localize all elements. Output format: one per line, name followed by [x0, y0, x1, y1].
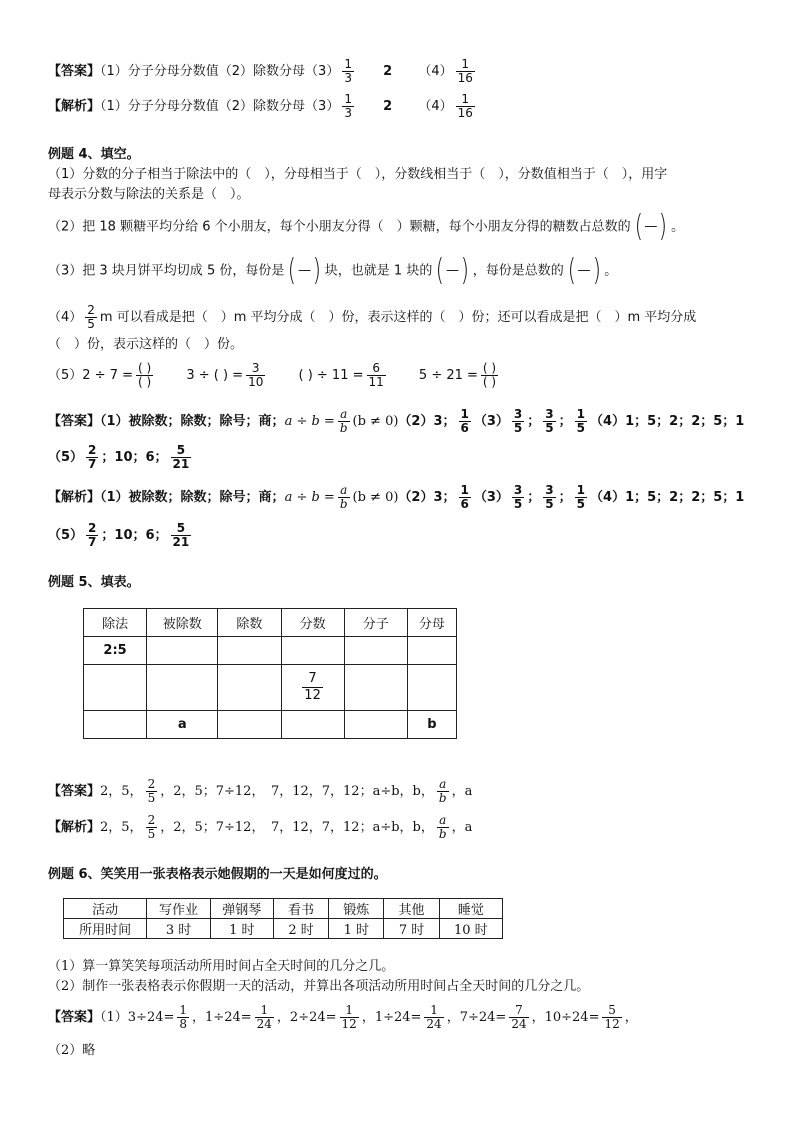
ex4-analysis-line2 [48, 522, 194, 549]
table-cell: 10 时 [439, 919, 502, 939]
answer-label: 【答案】 [48, 414, 101, 429]
separator: ； [527, 490, 541, 505]
answer-text: （5） [48, 450, 84, 465]
q5-expr-2: 3 ÷ ( ) = [186, 368, 244, 383]
table-cell[interactable] [84, 711, 147, 739]
table-cell: 1 时 [210, 919, 273, 939]
ex4-q5 [48, 362, 501, 389]
fraction: $\frac{1}{24}$ [256, 1003, 272, 1031]
fraction: $\frac{3}{5}$ [545, 407, 554, 435]
table-row [84, 665, 457, 711]
example-4-title: 例题 4、填空。 [48, 147, 140, 162]
table-cell[interactable] [84, 665, 147, 711]
analysis-text: （1）被除数；除数；除号；商； [100, 490, 285, 505]
analysis-text: ，2，5；7÷12， 7，12，7，12；a÷b，b， [160, 820, 434, 835]
q2-text: （2）把 18 颗糖平均分给 6 个小朋友，每个小朋友分得（ ）颗糖，每个小朋友分得的糖数占总数的 [48, 219, 631, 235]
table-header-row [84, 609, 457, 637]
fraction: $\frac{1}{12}$ [341, 1003, 357, 1031]
analysis-text: ，a [451, 820, 473, 835]
fraction: $\frac{1}{6}$ [460, 483, 469, 511]
fraction: $\frac{a}{b}$ [339, 483, 348, 511]
fraction: $\frac{( )}{( )}$ [138, 361, 152, 389]
answer-text: ，2，5；7÷12， 7，12，7，12；a÷b，b， [160, 784, 434, 799]
answer-text: ，1÷24= [192, 1010, 252, 1025]
table-cell: a [147, 711, 218, 739]
table-cell: 看书 [273, 899, 328, 919]
ex4-q2 [48, 209, 685, 244]
fraction: $\frac{2}{5}$ [87, 303, 95, 331]
fraction: $\frac{7}{12}$ [304, 671, 321, 703]
fraction: $\frac{1}{3}$ [344, 92, 352, 120]
division-table [83, 608, 457, 739]
answer-label: 【答案】 [48, 1010, 101, 1025]
fraction: $\frac{1}{16}$ [457, 57, 473, 85]
table-cell[interactable] [281, 637, 344, 665]
table-cell: b [407, 711, 456, 739]
fraction: $\frac{3}{5}$ [545, 483, 554, 511]
ex4-answer-line1 [48, 408, 744, 435]
table-cell: 1 时 [329, 919, 384, 939]
table-cell[interactable] [281, 711, 344, 739]
formula: a ÷ b = [284, 490, 335, 505]
blank-fraction: ( — ) [288, 253, 322, 288]
table-cell: 2:5 [84, 637, 147, 665]
fraction: $\frac{2}{5}$ [147, 777, 156, 805]
condition: (b ≠ 0) [352, 414, 399, 429]
table-cell: 其他 [384, 899, 439, 919]
answer-text: （2）3； [398, 414, 456, 429]
analysis-text: （2）3； [398, 490, 456, 505]
answer-text: ，a [451, 784, 473, 799]
table-cell: 写作业 [147, 899, 210, 919]
table-cell: 锻炼 [329, 899, 384, 919]
fraction: $\frac{1}{16}$ [457, 92, 473, 120]
table-cell [281, 665, 344, 711]
answer-text: （1）3÷24= [100, 1010, 175, 1025]
top-analysis-line [48, 93, 478, 120]
ex4-answer-line2 [48, 444, 194, 471]
fraction: $\frac{1}{5}$ [576, 407, 586, 435]
analysis-label: 【解析】 [48, 99, 101, 114]
analysis-text: （4）1；5；2；2；5；1 [590, 490, 745, 505]
blank-fraction: ( — ) [567, 253, 601, 288]
q4-text: m 可以看成是把（ ）m 平均分成（ ）份，表示这样的（ ）份；还可以看成是把（ ）m 平均分成 [99, 310, 697, 325]
q4-prefix: （4） [48, 310, 83, 325]
header-cell: 分母 [407, 609, 456, 637]
activity-table [63, 898, 503, 939]
table-cell[interactable] [407, 665, 456, 711]
fraction: $\frac{1}{8}$ [179, 1003, 188, 1031]
q3-text-c: ，每份是总数的 [472, 263, 564, 279]
header-cell: 分子 [344, 609, 407, 637]
table-cell: 3 时 [147, 919, 210, 939]
q5-expr-4: 5 ÷ 21 = [418, 368, 478, 383]
table-cell: 所用时间 [64, 919, 147, 939]
top-answer-line [48, 58, 478, 85]
fraction: $\frac{a}{b}$ [438, 813, 447, 841]
ex6-answer [48, 1004, 638, 1031]
answer-label: 【答案】 [48, 784, 101, 799]
example-6-title: 例题 6、笑笑用一张表格表示她假期的一天是如何度过的。 [48, 867, 387, 882]
separator: ； [558, 414, 572, 429]
answer-text: （4） [418, 64, 453, 79]
answer-text: ，1÷24= [361, 1010, 422, 1025]
table-row [84, 637, 457, 665]
analysis-text: 2，5， [100, 820, 143, 835]
separator: ； [527, 414, 541, 429]
q3-text-b: 块，也就是 1 块的 [324, 263, 433, 279]
analysis-text: （5） [48, 528, 84, 543]
ex4-q1-line1: （1）分数的分子相当于除法中的（ ），分母相当于（ ），分数线相当于（ ），分数值相当于（ ），用字 [48, 167, 668, 182]
table-cell: 活动 [64, 899, 147, 919]
ex4-q4-line2: （ ）份，表示这样的（ ）份。 [48, 337, 244, 352]
fraction: $\frac{5}{21}$ [172, 443, 190, 471]
fraction: $\frac{1}{5}$ [576, 483, 586, 511]
answer-text: ，7÷24= [446, 1010, 507, 1025]
table-cell[interactable] [407, 637, 456, 665]
q3-text-a: （3）把 3 块月饼平均切成 5 份，每份是 [48, 263, 285, 279]
ex6-answer-2: （2）略 [48, 1043, 96, 1058]
answer-value: 2 [383, 64, 393, 79]
table-cell: 弹钢琴 [210, 899, 273, 919]
header-cell: 除法 [84, 609, 147, 637]
table-cell[interactable] [344, 711, 407, 739]
ex4-analysis-line1 [48, 484, 744, 511]
header-cell: 分数 [281, 609, 344, 637]
fraction: $\frac{3}{5}$ [513, 483, 523, 511]
fraction: $\frac{7}{24}$ [511, 1003, 527, 1031]
q5-prefix: （5） [48, 368, 83, 383]
time-row [64, 919, 503, 939]
table-cell[interactable] [218, 665, 281, 711]
q5-expr-3: ( ) ÷ 11 = [298, 368, 364, 383]
blank-fraction: ( — ) [634, 209, 668, 244]
q2-end: 。 [671, 219, 685, 235]
table-cell: 睡觉 [439, 899, 502, 919]
fraction: $\frac{1}{3}$ [344, 57, 352, 85]
answer-text: （1）被除数；除数；除号；商； [100, 414, 285, 429]
ex6-q1: （1）算一算笑笑每项活动所用时间占全天时间的几分之几。 [48, 959, 395, 974]
fraction: $\frac{1}{24}$ [426, 1003, 442, 1031]
fraction: $\frac{a}{b}$ [339, 407, 348, 435]
fraction: $\frac{a}{b}$ [438, 777, 447, 805]
table-cell[interactable] [344, 637, 407, 665]
answer-text: ；10；6； [101, 450, 168, 465]
fraction: $\frac{2}{5}$ [147, 813, 156, 841]
table-cell[interactable] [218, 637, 281, 665]
table-cell[interactable] [147, 637, 218, 665]
blank-fraction: ( — ) [436, 253, 470, 288]
q3-end: 。 [604, 263, 618, 279]
table-cell: 2 时 [273, 919, 328, 939]
header-cell: 除数 [218, 609, 281, 637]
ex4-q3 [48, 253, 618, 288]
fraction: $\frac{5}{12}$ [604, 1003, 620, 1031]
answer-text: ， [624, 1010, 638, 1025]
header-cell: 被除数 [147, 609, 218, 637]
fraction: $\frac{3}{10}$ [248, 361, 264, 389]
activity-row [64, 899, 503, 919]
answer-label: 【答案】 [48, 64, 101, 79]
answer-text: ，10÷24= [531, 1010, 600, 1025]
answer-text: ，2÷24= [276, 1010, 337, 1025]
formula: a ÷ b = [284, 414, 335, 429]
ex5-answer [48, 778, 472, 805]
separator: ； [558, 490, 572, 505]
fraction: $\frac{1}{6}$ [460, 407, 469, 435]
fraction: $\frac{2}{7}$ [88, 443, 97, 471]
example-5-title: 例题 5、填表。 [48, 575, 140, 590]
analysis-value: 2 [383, 99, 393, 114]
ex4-q1-line2: 母表示分数与除法的关系是（ ）。 [48, 187, 250, 202]
analysis-label: 【解析】 [48, 820, 101, 835]
answer-text: 2，5， [100, 784, 143, 799]
answer-text: （3） [473, 414, 509, 429]
analysis-text: （3） [473, 490, 509, 505]
analysis-text: （4） [418, 99, 453, 114]
ex6-q2: （2）制作一张表格表示你假期一天的活动，并算出各项活动所用时间占全天时间的几分之几。 [48, 979, 590, 994]
analysis-text: （1）分子分母分数值（2）除数分母（3） [100, 99, 340, 114]
answer-text: （4）1；5；2；2；5；1 [590, 414, 745, 429]
table-row [84, 711, 457, 739]
q5-expr-1: 2 ÷ 7 = [82, 368, 134, 383]
fraction: $\frac{( )}{( )}$ [482, 361, 497, 389]
ex5-analysis [48, 814, 472, 841]
fraction: $\frac{6}{11}$ [368, 361, 384, 389]
analysis-label: 【解析】 [48, 490, 101, 505]
ex4-q4-line1 [48, 304, 696, 331]
table-cell[interactable] [147, 665, 218, 711]
fraction: $\frac{2}{7}$ [88, 521, 97, 549]
table-cell[interactable] [218, 711, 281, 739]
fraction: $\frac{3}{5}$ [513, 407, 523, 435]
table-cell[interactable] [344, 665, 407, 711]
condition: (b ≠ 0) [352, 490, 399, 505]
fraction: $\frac{5}{21}$ [172, 521, 190, 549]
analysis-text: ；10；6； [101, 528, 168, 543]
answer-text: （1）分子分母分数值（2）除数分母（3） [100, 64, 340, 79]
table-cell: 7 时 [384, 919, 439, 939]
